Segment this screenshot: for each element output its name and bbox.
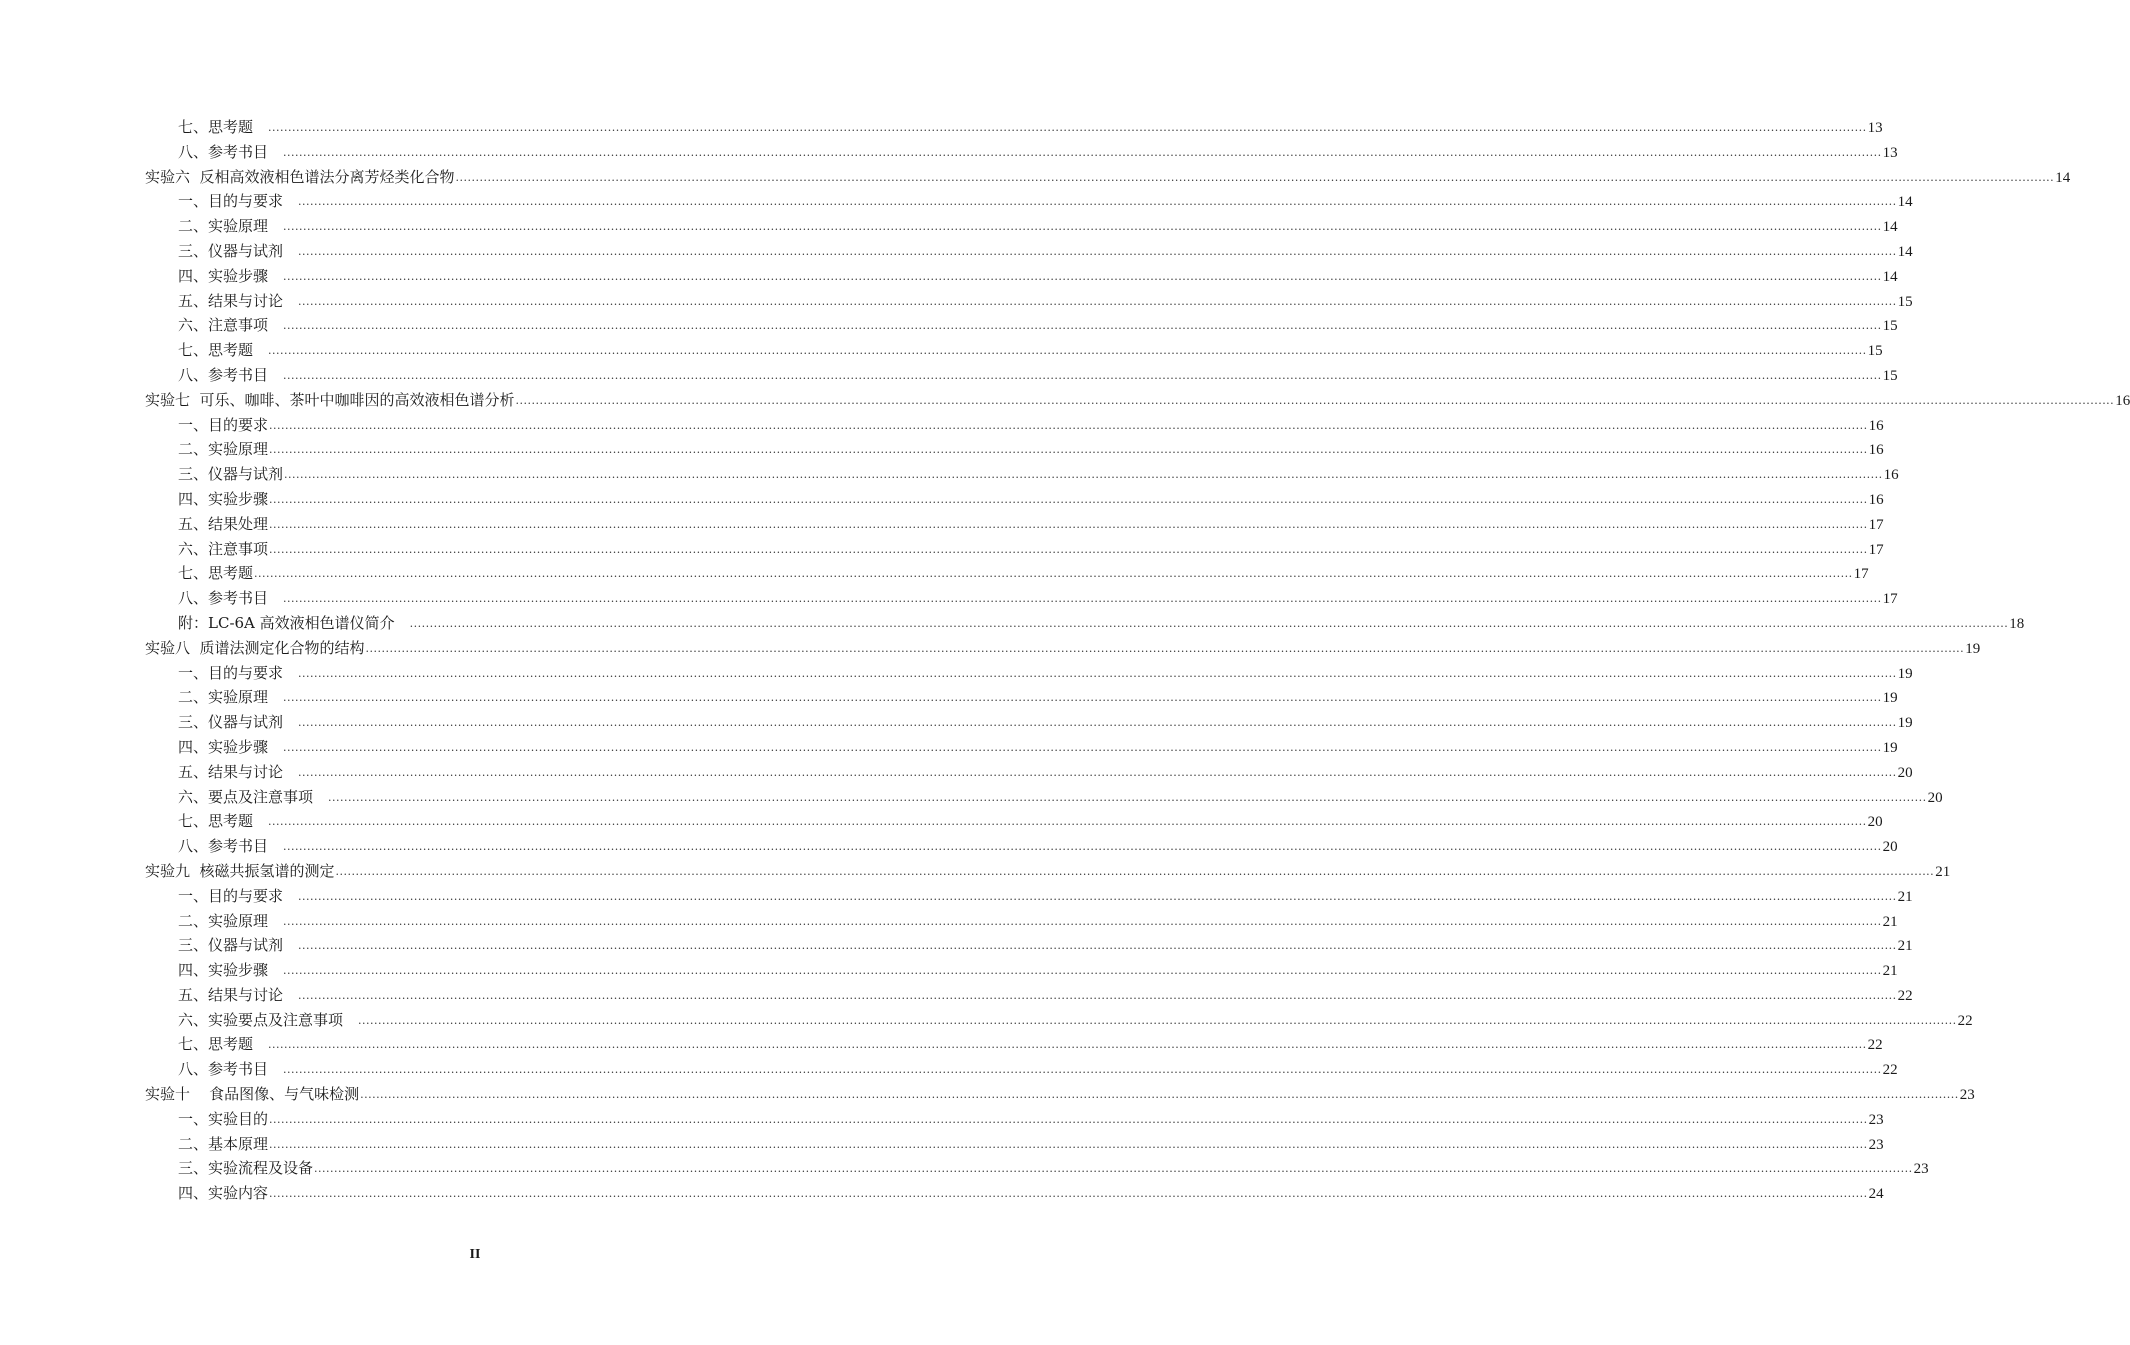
toc-entry-label: 五、结果与讨论 xyxy=(178,762,284,781)
toc-page-number: 19 xyxy=(1897,715,1913,732)
toc-page-number: 24 xyxy=(1868,1186,1884,1203)
toc-leader-dots: ................................................................................................................................................................................................................................................................................................................................................................................................................ xyxy=(283,368,1882,382)
toc-chapter-entry[interactable] xyxy=(145,1082,1975,1107)
toc-entry-label: 四、实验步骤 xyxy=(178,266,269,285)
toc-page-number: 22 xyxy=(1957,1012,1973,1029)
toc-entry-label: 二、基本原理 xyxy=(178,1134,269,1153)
toc-leader-dots: ................................................................................................................................................................................................................................................................................................................................................................................................................ xyxy=(328,790,1927,804)
toc-leader-dots: ................................................................................................................................................................................................................................................................................................................................................................................................................ xyxy=(283,691,1882,705)
toc-page-number: 13 xyxy=(1867,120,1883,136)
toc-page-number: 18 xyxy=(2009,615,2025,632)
toc-entry-label: 八、参考书目 xyxy=(178,837,269,856)
toc-page-number: 22 xyxy=(1897,987,1913,1004)
toc-leader-dots: ................................................................................................................................................................................................................................................................................................................................................................................................................ xyxy=(268,121,1867,134)
toc-page-number: 22 xyxy=(1867,1037,1883,1054)
toc-page-number: 14 xyxy=(1897,243,1913,260)
toc-entry-label: 附：LC-6A 高效液相色谱仪简介 xyxy=(178,613,395,632)
toc-leader-dots: ................................................................................................................................................................................................................................................................................................................................................................................................................ xyxy=(298,765,1897,779)
toc-page-number: 22 xyxy=(1882,1062,1898,1079)
toc-leader-dots: ................................................................................................................................................................................................................................................................................................................................................................................................................ xyxy=(365,641,1965,655)
toc-section-entry[interactable] xyxy=(145,1032,1883,1057)
toc-section-entry[interactable] xyxy=(145,289,1913,314)
toc-section-entry[interactable] xyxy=(145,338,1883,363)
toc-entry-label: 二、实验原理 xyxy=(178,911,269,930)
toc-leader-dots: ................................................................................................................................................................................................................................................................................................................................................................................................................ xyxy=(283,914,1882,928)
toc-page-number: 20 xyxy=(1927,789,1943,806)
toc-leader-dots: ................................................................................................................................................................................................................................................................................................................................................................................................................ xyxy=(360,1088,1959,1102)
toc-entry-label: 三、仪器与试剂 xyxy=(178,936,284,955)
toc-section-entry[interactable] xyxy=(145,834,1898,859)
toc-section-entry[interactable] xyxy=(145,933,1913,958)
toc-section-entry[interactable] xyxy=(145,1107,1884,1132)
toc-entry-label: 二、实验原理 xyxy=(178,217,269,236)
toc-page-number: 23 xyxy=(1959,1087,1975,1104)
toc-leader-dots: ................................................................................................................................................................................................................................................................................................................................................................................................................ xyxy=(298,939,1897,953)
toc-leader-dots: ................................................................................................................................................................................................................................................................................................................................................................................................................ xyxy=(283,592,1882,606)
toc-section-entry[interactable] xyxy=(145,685,1898,710)
toc-entry-label: 实验六 反相高效液相色谱法分离芳烃类化合物 xyxy=(145,167,455,186)
toc-page-number: 17 xyxy=(1882,591,1898,608)
toc-entry-label: 二、实验原理 xyxy=(178,688,269,707)
toc-section-entry[interactable] xyxy=(145,462,1899,487)
toc-section-entry[interactable] xyxy=(145,661,1913,686)
toc-entry-label: 五、结果与讨论 xyxy=(178,291,284,310)
toc-leader-dots: ................................................................................................................................................................................................................................................................................................................................................................................................................ xyxy=(269,418,1868,432)
toc-leader-dots: ................................................................................................................................................................................................................................................................................................................................................................................................................ xyxy=(284,468,1883,482)
toc-section-entry[interactable] xyxy=(145,512,1884,537)
toc-chapter-entry[interactable] xyxy=(145,165,2071,190)
toc-page-number: 17 xyxy=(1868,516,1884,533)
toc-section-entry[interactable] xyxy=(145,140,1898,165)
toc-page-number: 16 xyxy=(1868,417,1884,434)
toc-page-number: 21 xyxy=(1882,963,1898,980)
toc-entry-label: 六、注意事项 xyxy=(178,539,269,558)
toc-entry-label: 二、实验原理 xyxy=(178,440,269,459)
toc-leader-dots: ................................................................................................................................................................................................................................................................................................................................................................................................................ xyxy=(269,443,1868,457)
toc-leader-dots: ................................................................................................................................................................................................................................................................................................................................................................................................................ xyxy=(298,716,1897,730)
toc-leader-dots: ................................................................................................................................................................................................................................................................................................................................................................................................................ xyxy=(269,517,1868,531)
toc-entry-label: 七、思考题 xyxy=(178,1035,254,1054)
toc-leader-dots: ................................................................................................................................................................................................................................................................................................................................................................................................................ xyxy=(283,220,1882,234)
toc-page-number: 15 xyxy=(1882,367,1898,384)
page-number: II xyxy=(469,1247,481,1262)
toc-section-entry[interactable] xyxy=(145,537,1884,562)
toc-entry-label: 实验八 质谱法测定化合物的结构 xyxy=(145,638,365,657)
toc-entry-label: 四、实验内容 xyxy=(178,1184,269,1203)
toc-section-entry[interactable] xyxy=(145,437,1884,462)
toc-entry-label: 三、仪器与试剂 xyxy=(178,465,284,484)
toc-page-number: 19 xyxy=(1965,640,1981,657)
toc-section-entry[interactable] xyxy=(145,1181,1884,1206)
toc-page-number: 15 xyxy=(1867,343,1883,360)
toc-entry-label: 六、实验要点及注意事项 xyxy=(178,1010,344,1029)
toc-leader-dots: ................................................................................................................................................................................................................................................................................................................................................................................................................ xyxy=(298,195,1897,209)
toc-entry-label: 七、思考题 xyxy=(178,118,254,136)
toc-section-entry[interactable] xyxy=(145,611,2025,636)
toc-page-number: 16 xyxy=(1868,442,1884,459)
toc-section-entry[interactable] xyxy=(145,239,1913,264)
toc-leader-dots: ................................................................................................................................................................................................................................................................................................................................................................................................................ xyxy=(298,988,1897,1002)
toc-page-number: 23 xyxy=(1868,1111,1884,1128)
toc-page-number: 16 xyxy=(1883,467,1899,484)
toc-page-number: 15 xyxy=(1897,293,1913,310)
toc-leader-dots: ................................................................................................................................................................................................................................................................................................................................................................................................................ xyxy=(455,170,2055,184)
table-of-contents xyxy=(145,115,2130,1206)
toc-entry-label: 八、参考书目 xyxy=(178,1060,269,1079)
toc-section-entry[interactable] xyxy=(145,363,1898,388)
toc-entry-label: 五、结果处理 xyxy=(178,514,269,533)
toc-page-number: 14 xyxy=(1897,194,1913,211)
toc-entry-label: 六、要点及注意事项 xyxy=(178,787,314,806)
toc-page-number: 19 xyxy=(1897,665,1913,682)
toc-entry-label: 六、注意事项 xyxy=(178,316,269,335)
toc-leader-dots: ................................................................................................................................................................................................................................................................................................................................................................................................................ xyxy=(298,889,1897,903)
toc-section-entry[interactable] xyxy=(145,958,1898,983)
toc-leader-dots: ................................................................................................................................................................................................................................................................................................................................................................................................................ xyxy=(515,393,2115,407)
toc-page-number: 21 xyxy=(1897,938,1913,955)
toc-entry-label: 实验十 食品图像、与气味检测 xyxy=(145,1085,360,1104)
toc-entry-label: 四、实验步骤 xyxy=(178,489,269,508)
toc-leader-dots: ................................................................................................................................................................................................................................................................................................................................................................................................................ xyxy=(283,319,1882,333)
toc-section-entry[interactable] xyxy=(145,735,1898,760)
toc-section-entry[interactable] xyxy=(145,785,1943,810)
toc-page-number: 19 xyxy=(1882,690,1898,707)
toc-entry-label: 三、仪器与试剂 xyxy=(178,241,284,260)
toc-entry-label: 三、实验流程及设备 xyxy=(178,1159,314,1178)
toc-leader-dots: ................................................................................................................................................................................................................................................................................................................................................................................................................ xyxy=(283,269,1882,283)
toc-leader-dots: ................................................................................................................................................................................................................................................................................................................................................................................................................ xyxy=(358,1013,1957,1027)
toc-section-entry[interactable] xyxy=(145,189,1913,214)
toc-section-entry[interactable] xyxy=(145,884,1913,909)
toc-leader-dots: ................................................................................................................................................................................................................................................................................................................................................................................................................ xyxy=(268,344,1867,358)
toc-page-number: 23 xyxy=(1913,1161,1929,1178)
toc-entry-label: 一、目的要求 xyxy=(178,415,269,434)
toc-entry-label: 三、仪器与试剂 xyxy=(178,713,284,732)
toc-entry-label: 八、参考书目 xyxy=(178,142,269,161)
toc-leader-dots: ................................................................................................................................................................................................................................................................................................................................................................................................................ xyxy=(314,1162,1913,1176)
toc-leader-dots: ................................................................................................................................................................................................................................................................................................................................................................................................................ xyxy=(298,666,1897,680)
toc-section-entry[interactable] xyxy=(145,413,1884,438)
toc-leader-dots: ................................................................................................................................................................................................................................................................................................................................................................................................................ xyxy=(269,542,1868,556)
toc-section-entry[interactable] xyxy=(145,487,1884,512)
toc-page-number: 20 xyxy=(1882,839,1898,856)
toc-entry-label: 四、实验步骤 xyxy=(178,737,269,756)
toc-page-number: 15 xyxy=(1882,318,1898,335)
toc-section-entry[interactable] xyxy=(145,214,1898,239)
toc-entry-label: 一、实验目的 xyxy=(178,1109,269,1128)
toc-entry-label: 四、实验步骤 xyxy=(178,961,269,980)
toc-page-number: 17 xyxy=(1853,566,1869,583)
toc-entry-label: 八、参考书目 xyxy=(178,365,269,384)
toc-section-entry[interactable] xyxy=(145,115,1883,140)
toc-leader-dots: ................................................................................................................................................................................................................................................................................................................................................................................................................ xyxy=(283,145,1882,159)
toc-section-entry[interactable] xyxy=(145,909,1898,934)
toc-page-number: 19 xyxy=(1882,739,1898,756)
toc-leader-dots: ................................................................................................................................................................................................................................................................................................................................................................................................................ xyxy=(268,1038,1867,1052)
toc-page-number: 14 xyxy=(2055,169,2071,186)
toc-leader-dots: ................................................................................................................................................................................................................................................................................................................................................................................................................ xyxy=(269,1137,1868,1151)
toc-section-entry[interactable] xyxy=(145,809,1883,834)
toc-chapter-entry[interactable] xyxy=(145,388,2130,413)
toc-leader-dots: ................................................................................................................................................................................................................................................................................................................................................................................................................ xyxy=(268,815,1867,829)
toc-entry-label: 实验九 核磁共振氢谱的测定 xyxy=(145,861,335,880)
toc-entry-label: 一、目的与要求 xyxy=(178,886,284,905)
toc-chapter-entry[interactable] xyxy=(145,636,1981,661)
toc-leader-dots: ................................................................................................................................................................................................................................................................................................................................................................................................................ xyxy=(298,294,1897,308)
toc-page-number: 13 xyxy=(1882,144,1898,161)
toc-section-entry[interactable] xyxy=(145,586,1898,611)
toc-page-number: 20 xyxy=(1867,814,1883,831)
toc-section-entry[interactable] xyxy=(145,1156,1929,1181)
toc-entry-label: 一、目的与要求 xyxy=(178,663,284,682)
toc-section-entry[interactable] xyxy=(145,264,1898,289)
toc-leader-dots: ................................................................................................................................................................................................................................................................................................................................................................................................................ xyxy=(254,567,1853,581)
toc-section-entry[interactable] xyxy=(145,561,1869,586)
toc-page-number: 14 xyxy=(1882,268,1898,285)
toc-leader-dots: ................................................................................................................................................................................................................................................................................................................................................................................................................ xyxy=(269,492,1868,506)
toc-section-entry[interactable] xyxy=(145,983,1913,1008)
toc-entry-label: 一、目的与要求 xyxy=(178,192,284,211)
toc-page-number: 20 xyxy=(1897,764,1913,781)
toc-section-entry[interactable] xyxy=(145,1008,1973,1033)
toc-page-number: 14 xyxy=(1882,219,1898,236)
toc-leader-dots: ................................................................................................................................................................................................................................................................................................................................................................................................................ xyxy=(335,864,1935,878)
toc-page-number: 21 xyxy=(1882,913,1898,930)
toc-leader-dots: ................................................................................................................................................................................................................................................................................................................................................................................................................ xyxy=(283,840,1882,854)
toc-entry-label: 实验七 可乐、咖啡、茶叶中咖啡因的高效液相色谱分析 xyxy=(145,390,515,409)
toc-section-entry[interactable] xyxy=(145,760,1913,785)
toc-page-number: 16 xyxy=(2115,392,2130,409)
toc-page-number: 16 xyxy=(1868,491,1884,508)
toc-page-number: 23 xyxy=(1868,1136,1884,1153)
toc-leader-dots: ................................................................................................................................................................................................................................................................................................................................................................................................................ xyxy=(269,1187,1868,1201)
toc-section-entry[interactable] xyxy=(145,313,1898,338)
toc-leader-dots: ................................................................................................................................................................................................................................................................................................................................................................................................................ xyxy=(283,964,1882,978)
toc-entry-label: 七、思考题 xyxy=(178,812,254,831)
toc-entry-label: 七、思考题 xyxy=(178,341,254,360)
toc-section-entry[interactable] xyxy=(145,1057,1898,1082)
toc-section-entry[interactable] xyxy=(145,1132,1884,1157)
toc-leader-dots: ................................................................................................................................................................................................................................................................................................................................................................................................................ xyxy=(269,1112,1868,1126)
toc-entry-label: 七、思考题 xyxy=(178,564,254,583)
toc-page-number: 17 xyxy=(1868,541,1884,558)
toc-entry-label: 五、结果与讨论 xyxy=(178,985,284,1004)
toc-leader-dots: ................................................................................................................................................................................................................................................................................................................................................................................................................ xyxy=(283,1063,1882,1077)
toc-page-number: 21 xyxy=(1897,888,1913,905)
toc-leader-dots: ................................................................................................................................................................................................................................................................................................................................................................................................................ xyxy=(283,740,1882,754)
toc-page-number: 21 xyxy=(1935,863,1951,880)
toc-leader-dots: ................................................................................................................................................................................................................................................................................................................................................................................................................ xyxy=(298,244,1897,258)
toc-entry-label: 八、参考书目 xyxy=(178,589,269,608)
toc-leader-dots: ................................................................................................................................................................................................................................................................................................................................................................................................................ xyxy=(409,616,2009,630)
toc-section-entry[interactable] xyxy=(145,710,1913,735)
toc-chapter-entry[interactable] xyxy=(145,859,1951,884)
